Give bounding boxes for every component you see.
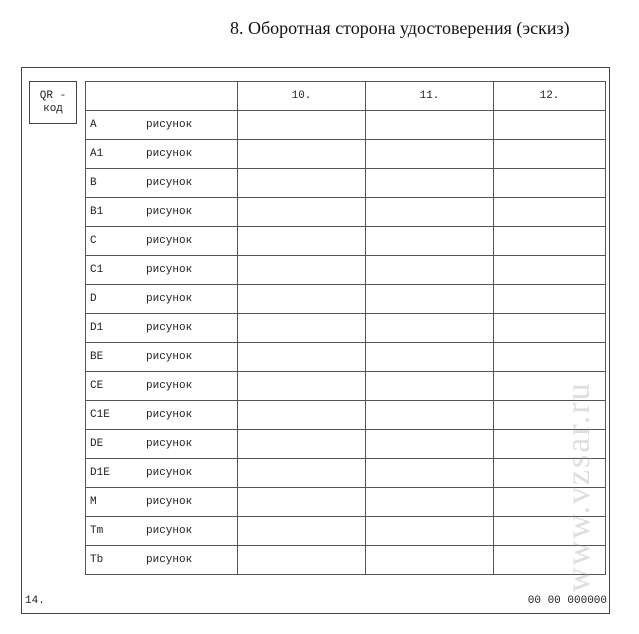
table-row bbox=[86, 169, 606, 198]
category-code: B bbox=[90, 177, 97, 189]
category-cell bbox=[86, 169, 238, 198]
category-cell bbox=[86, 256, 238, 285]
category-picture-label: рисунок bbox=[146, 293, 193, 305]
license-number: 00 00 000000 bbox=[527, 595, 607, 607]
watermark-text: www.vzsar.ru bbox=[560, 381, 597, 592]
category-code: C bbox=[90, 235, 97, 247]
column-header-10: 10. bbox=[238, 82, 366, 111]
table-row bbox=[86, 430, 606, 459]
table-row bbox=[86, 140, 606, 169]
date-cell-12 bbox=[494, 169, 606, 198]
category-code: A1 bbox=[90, 148, 104, 160]
date-cell-10 bbox=[238, 111, 366, 140]
table-row bbox=[86, 459, 606, 488]
category-picture-label: рисунок bbox=[146, 380, 193, 392]
date-cell-10 bbox=[238, 198, 366, 227]
category-code: D1E bbox=[90, 467, 110, 479]
categories-table bbox=[85, 81, 606, 575]
table-row bbox=[86, 285, 606, 314]
category-picture-label: рисунок bbox=[146, 148, 193, 160]
category-cell bbox=[86, 430, 238, 459]
column-header-12: 12. bbox=[494, 82, 606, 111]
table-row bbox=[86, 343, 606, 372]
table-row bbox=[86, 111, 606, 140]
category-picture-label: рисунок bbox=[146, 438, 193, 450]
license-back-sketch bbox=[21, 67, 610, 614]
date-cell-11 bbox=[366, 488, 494, 517]
date-cell-11 bbox=[366, 140, 494, 169]
date-cell-10 bbox=[238, 459, 366, 488]
header-category-cell bbox=[86, 82, 238, 111]
category-picture-label: рисунок bbox=[146, 496, 193, 508]
date-cell-10 bbox=[238, 256, 366, 285]
category-code: C1E bbox=[90, 409, 110, 421]
category-picture-label: рисунок bbox=[146, 206, 193, 218]
table-row bbox=[86, 372, 606, 401]
category-code: DE bbox=[90, 438, 104, 450]
date-cell-12 bbox=[494, 198, 606, 227]
date-cell-10 bbox=[238, 314, 366, 343]
date-cell-10 bbox=[238, 140, 366, 169]
date-cell-11 bbox=[366, 546, 494, 575]
table-row bbox=[86, 256, 606, 285]
category-cell bbox=[86, 372, 238, 401]
category-picture-label: рисунок bbox=[146, 525, 193, 537]
date-cell-10 bbox=[238, 285, 366, 314]
category-code: A bbox=[90, 119, 97, 131]
category-code: CE bbox=[90, 380, 104, 392]
date-cell-12 bbox=[494, 111, 606, 140]
table-row bbox=[86, 227, 606, 256]
date-cell-10 bbox=[238, 517, 366, 546]
date-cell-11 bbox=[366, 372, 494, 401]
table-row bbox=[86, 546, 606, 575]
footer-field-number: 14. bbox=[25, 595, 45, 607]
category-picture-label: рисунок bbox=[146, 119, 193, 131]
date-cell-12 bbox=[494, 140, 606, 169]
date-cell-11 bbox=[366, 256, 494, 285]
date-cell-11 bbox=[366, 111, 494, 140]
table-header-row bbox=[86, 82, 606, 111]
category-cell bbox=[86, 314, 238, 343]
date-cell-10 bbox=[238, 430, 366, 459]
category-picture-label: рисунок bbox=[146, 409, 193, 421]
category-picture-label: рисунок bbox=[146, 554, 193, 566]
category-code: M bbox=[90, 496, 97, 508]
table-row bbox=[86, 198, 606, 227]
date-cell-10 bbox=[238, 488, 366, 517]
date-cell-10 bbox=[238, 169, 366, 198]
date-cell-11 bbox=[366, 227, 494, 256]
category-cell bbox=[86, 546, 238, 575]
category-cell bbox=[86, 227, 238, 256]
date-cell-11 bbox=[366, 285, 494, 314]
category-cell bbox=[86, 459, 238, 488]
category-cell bbox=[86, 111, 238, 140]
document-title: 8. Оборотная сторона удостоверения (эскиз) bbox=[230, 18, 570, 38]
date-cell-11 bbox=[366, 430, 494, 459]
category-code: B1 bbox=[90, 206, 104, 218]
category-code: D1 bbox=[90, 322, 104, 334]
date-cell-12 bbox=[494, 227, 606, 256]
date-cell-10 bbox=[238, 343, 366, 372]
date-cell-12 bbox=[494, 256, 606, 285]
category-picture-label: рисунок bbox=[146, 467, 193, 479]
category-picture-label: рисунок bbox=[146, 264, 193, 276]
category-cell bbox=[86, 517, 238, 546]
date-cell-11 bbox=[366, 198, 494, 227]
category-picture-label: рисунок bbox=[146, 235, 193, 247]
qr-code-box: QR - код bbox=[29, 81, 77, 124]
column-header-11: 11. bbox=[366, 82, 494, 111]
category-code: D bbox=[90, 293, 97, 305]
category-picture-label: рисунок bbox=[146, 177, 193, 189]
date-cell-11 bbox=[366, 169, 494, 198]
date-cell-11 bbox=[366, 401, 494, 430]
date-cell-12 bbox=[494, 343, 606, 372]
category-picture-label: рисунок bbox=[146, 351, 193, 363]
category-cell bbox=[86, 488, 238, 517]
category-picture-label: рисунок bbox=[146, 322, 193, 334]
date-cell-11 bbox=[366, 517, 494, 546]
date-cell-10 bbox=[238, 401, 366, 430]
table-row bbox=[86, 401, 606, 430]
date-cell-10 bbox=[238, 372, 366, 401]
date-cell-11 bbox=[366, 314, 494, 343]
date-cell-11 bbox=[366, 459, 494, 488]
category-cell bbox=[86, 285, 238, 314]
category-cell bbox=[86, 140, 238, 169]
category-code: C1 bbox=[90, 264, 104, 276]
table-row bbox=[86, 488, 606, 517]
category-code: BE bbox=[90, 351, 104, 363]
date-cell-12 bbox=[494, 285, 606, 314]
category-cell bbox=[86, 343, 238, 372]
table-row bbox=[86, 314, 606, 343]
category-cell bbox=[86, 401, 238, 430]
table-row bbox=[86, 517, 606, 546]
date-cell-12 bbox=[494, 314, 606, 343]
date-cell-10 bbox=[238, 227, 366, 256]
category-code: Tm bbox=[90, 525, 104, 537]
category-code: Tb bbox=[90, 554, 104, 566]
category-cell bbox=[86, 198, 238, 227]
date-cell-10 bbox=[238, 546, 366, 575]
date-cell-11 bbox=[366, 343, 494, 372]
